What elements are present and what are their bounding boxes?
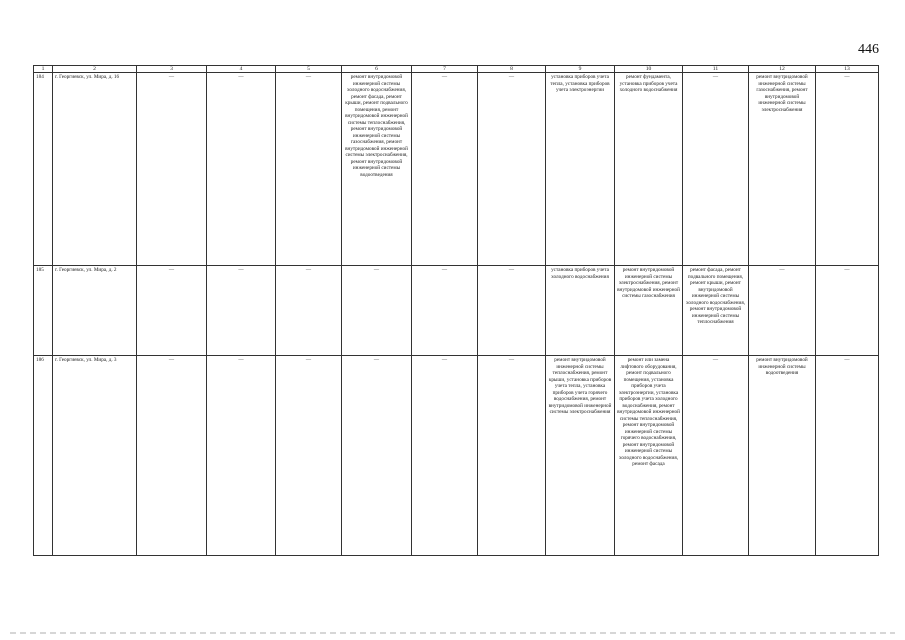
- table-cell: ремонт внутридомовой инженерной системы газоснабжения, ремонт внутридомовой инженерной системы электроснабжения: [749, 73, 816, 266]
- table-row: [34, 73, 879, 266]
- table-cell: [412, 73, 478, 266]
- row-number: 186: [34, 356, 53, 556]
- table-cell: [478, 266, 546, 356]
- table-cell: [342, 266, 412, 356]
- row-number: 185: [34, 266, 53, 356]
- column-header: 6: [342, 66, 412, 73]
- table-cell: [137, 266, 207, 356]
- column-header: 4: [207, 66, 276, 73]
- table-cell: [137, 73, 207, 266]
- table-cell: [816, 73, 879, 266]
- table-cell: [683, 356, 749, 556]
- dash-mark: —: [168, 357, 175, 363]
- column-header: 12: [749, 66, 816, 73]
- dash-mark: —: [441, 74, 448, 80]
- table-cell: [816, 356, 879, 556]
- column-header: 13: [816, 66, 879, 73]
- table-cell: ремонт внутридомовой инженерной системы холодного водоснабжения, ремонт фасада, ремонт крыши, ремонт подвального помещения, ремонт внутридомовой инженерной системы теплоснабжения, ремонт внутридомовой инженерной системы газоснабжения, ремонт внутридомовой инженерной системы электроснабжения, ремонт внутридомовой инженерной системы водоотведения: [342, 73, 412, 266]
- row-address: г. Георгиевск, ул. Мира, д. 16: [53, 73, 137, 266]
- dash-mark: —: [373, 267, 380, 273]
- column-header: 1: [34, 66, 53, 73]
- dash-mark: —: [779, 267, 785, 273]
- dash-mark: —: [168, 267, 175, 273]
- table-cell: ремонт фундамента, установка приборов учета холодного водоснабжения: [615, 73, 683, 266]
- row-number: 184: [34, 73, 53, 266]
- page-number: 446: [858, 42, 879, 57]
- table-cell: [207, 73, 276, 266]
- dash-mark: —: [508, 74, 515, 80]
- table-cell: [478, 356, 546, 556]
- scan-artifact-line: [10, 632, 895, 634]
- dash-mark: —: [238, 267, 244, 273]
- dash-mark: —: [373, 357, 380, 363]
- table-cell: [412, 356, 478, 556]
- column-header: 8: [478, 66, 546, 73]
- table-cell: ремонт фасада, ремонт подвального помещения, ремонт крыши, ремонт внутридомовой инженерной системы холодного водоснабжения, ремонт внутридомовой инженерной системы теплоснабжения: [683, 266, 749, 356]
- table-row: [34, 266, 879, 356]
- dash-mark: —: [168, 74, 175, 80]
- table-row: [34, 356, 879, 556]
- column-header: 7: [412, 66, 478, 73]
- column-number-row: [34, 66, 879, 73]
- table-cell: [342, 356, 412, 556]
- table-cell: [749, 266, 816, 356]
- table-cell: [478, 73, 546, 266]
- dash-mark: —: [508, 357, 515, 363]
- dash-mark: —: [844, 357, 850, 363]
- register-table: [33, 65, 879, 556]
- dash-mark: —: [712, 74, 719, 80]
- column-header: 10: [615, 66, 683, 73]
- table-cell: [412, 266, 478, 356]
- table-cell: [276, 73, 342, 266]
- table-cell: установка приборов учета тепла, установка приборов учета электроэнергии: [546, 73, 615, 266]
- dash-mark: —: [238, 74, 244, 80]
- dash-mark: —: [238, 357, 244, 363]
- dash-mark: —: [305, 357, 312, 363]
- dash-mark: —: [712, 357, 719, 363]
- table-cell: [276, 266, 342, 356]
- column-header: 2: [53, 66, 137, 73]
- row-address: г. Георгиевск, ул. Мира, д. 2: [53, 266, 137, 356]
- column-header: 3: [137, 66, 207, 73]
- dash-mark: —: [441, 357, 448, 363]
- column-header: 9: [546, 66, 615, 73]
- dash-mark: —: [305, 267, 312, 273]
- column-header: 11: [683, 66, 749, 73]
- table-cell: [276, 356, 342, 556]
- dash-mark: —: [305, 74, 312, 80]
- table-cell: [207, 356, 276, 556]
- table-cell: [816, 266, 879, 356]
- column-header: 5: [276, 66, 342, 73]
- table-cell: [683, 73, 749, 266]
- table-cell: ремонт внутридомовой инженерной системы теплоснабжения, ремонт крыши, установка приборов учета тепла, установка приборов учета горячего водоснабжения, ремонт внутридомовой инженерной системы электроснабжения: [546, 356, 615, 556]
- table-cell: ремонт или замена лифтового оборудования, ремонт подвального помещения, установка приборов учета электроэнергии, установка приборов учета холодного водоснабжения, ремонт внутридомовой инженерной системы теплоснабжения, ремонт внутридомовой инженерной системы горячего водоснабжения, ремонт внутридомовой инженерной системы холодного водоснабжения, ремонт фасада: [615, 356, 683, 556]
- table-cell: ремонт внутридомовой инженерной системы водоотведения: [749, 356, 816, 556]
- table-cell: [137, 356, 207, 556]
- dash-mark: —: [844, 74, 850, 80]
- dash-mark: —: [441, 267, 448, 273]
- table-cell: [207, 266, 276, 356]
- table-cell: ремонт внутридомовой инженерной системы электроснабжения, ремонт внутридомовой инженерной системы газоснабжения: [615, 266, 683, 356]
- row-address: г. Георгиевск, ул. Мира, д. 3: [53, 356, 137, 556]
- dash-mark: —: [844, 267, 850, 273]
- table-cell: установка приборов учета холодного водоснабжения: [546, 266, 615, 356]
- dash-mark: —: [508, 267, 515, 273]
